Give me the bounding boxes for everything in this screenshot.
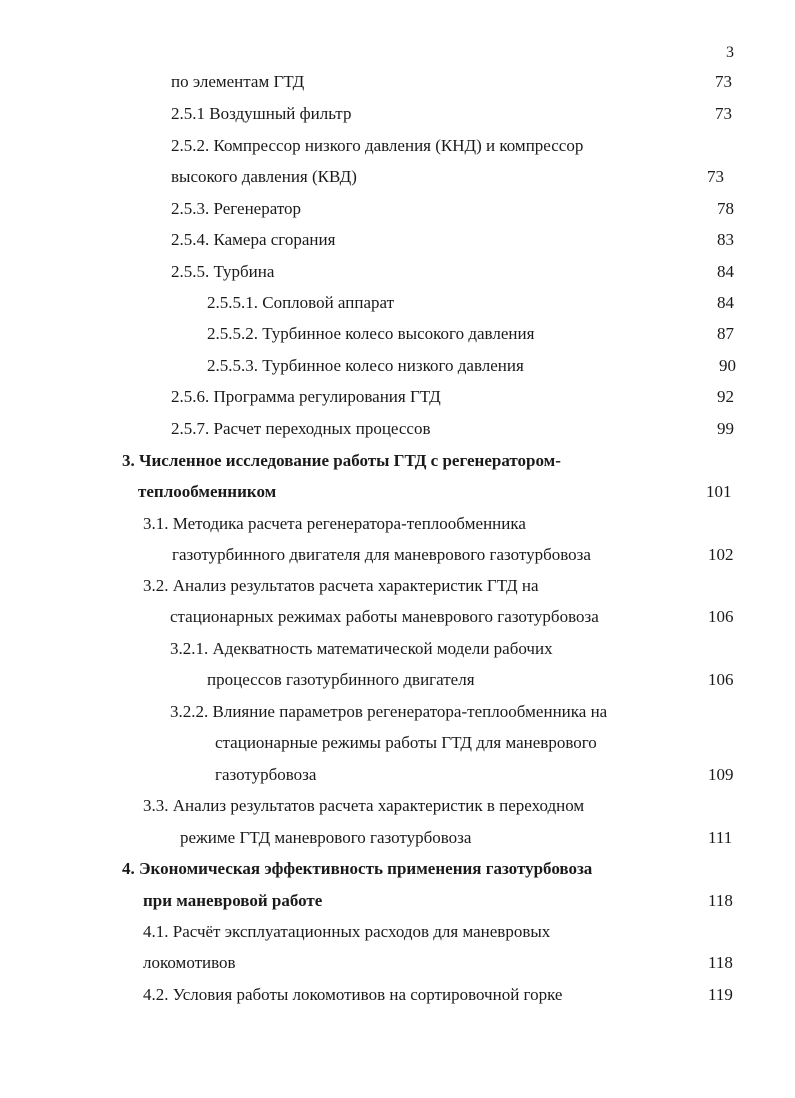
toc-entry-text: 4. Экономическая эффективность применения газотурбовоза xyxy=(122,859,593,878)
toc-entry-page: 111 xyxy=(708,828,733,847)
toc-entry-page: 99 xyxy=(717,419,734,438)
toc-entry-page: 73 xyxy=(715,104,732,123)
toc-entry-page: 83 xyxy=(717,230,734,249)
toc-entry-text: 3.2.1. Адекватность математической модели рабочих xyxy=(170,639,553,658)
toc-entry-page: 73 xyxy=(715,72,732,91)
toc-entry-text: газотурбинного двигателя для маневрового газотурбовоза xyxy=(172,545,591,564)
toc-entry-text: при маневровой работе xyxy=(143,891,323,910)
toc-entry-text: 2.5.5.3. Турбинное колесо низкого давления xyxy=(207,356,524,375)
toc-entry-text: 4.2. Условия работы локомотивов на сортировочной горке xyxy=(143,985,563,1004)
toc-entry-text: 3.3. Анализ результатов расчета характеристик в переходном xyxy=(143,796,585,815)
toc-entry-text: высокого давления (КВД) xyxy=(171,167,357,186)
toc-entry-text: 2.5.5. Турбина xyxy=(171,262,275,281)
toc-entry-text: стационарные режимы работы ГТД для маневрового xyxy=(215,733,597,752)
toc-entry-text: 4.1. Расчёт эксплуатационных расходов для маневровых xyxy=(143,922,551,941)
toc-entry-page: 73 xyxy=(707,167,724,186)
toc-entry-text: 3.2.2. Влияние параметров регенератора-теплообменника на xyxy=(170,702,608,721)
toc-entry-text: 2.5.2. Компрессор низкого давления (КНД) и компрессор xyxy=(171,136,584,155)
toc-entry-page: 101 xyxy=(706,482,732,501)
toc-entry-page: 102 xyxy=(708,545,734,564)
toc-entry-text: 2.5.4. Камера сгорания xyxy=(171,230,336,249)
toc-entry-text: 2.5.5.1. Сопловой аппарат xyxy=(207,293,395,312)
toc-entry-text: 3.1. Методика расчета регенератора-теплообменника xyxy=(143,514,526,533)
toc-entry-page: 92 xyxy=(717,387,734,406)
toc-entry-text: 3. Численное исследование работы ГТД с регенератором- xyxy=(122,451,561,470)
toc-entry-page: 106 xyxy=(708,607,734,626)
toc-entry-text: локомотивов xyxy=(143,953,236,972)
toc-entry-text: 2.5.6. Программа регулирования ГТД xyxy=(171,387,441,406)
toc-entry-page: 106 xyxy=(708,670,734,689)
toc-entry-page: 84 xyxy=(717,293,734,312)
toc-entry-text: по элементам ГТД xyxy=(171,72,305,91)
toc-entry-text: 2.5.3. Регенератор xyxy=(171,199,302,218)
toc-entry-text: 2.5.7. Расчет переходных процессов xyxy=(171,419,431,438)
toc-entry-page: 78 xyxy=(717,199,734,218)
page-number: 3 xyxy=(726,44,734,61)
toc-entry-text: теплообменником xyxy=(138,482,277,501)
toc-entry-text: газотурбовоза xyxy=(215,765,317,784)
toc-entry-text: процессов газотурбинного двигателя xyxy=(207,670,475,689)
toc-entry-page: 118 xyxy=(708,891,733,910)
toc-entry-text: стационарных режимах работы маневрового газотурбовоза xyxy=(170,607,599,626)
toc-entry-text: 2.5.1 Воздушный фильтр xyxy=(171,104,352,123)
toc-entry-page: 119 xyxy=(708,985,733,1004)
toc-entry-page: 109 xyxy=(708,765,734,784)
toc-entry-page: 87 xyxy=(717,324,734,343)
toc-entry-page: 118 xyxy=(708,953,733,972)
toc-entry-text: 3.2. Анализ результатов расчета характеристик ГТД на xyxy=(143,576,539,595)
toc-entry-page: 84 xyxy=(717,262,734,281)
toc-entry-text: режиме ГТД маневрового газотурбовоза xyxy=(180,828,472,847)
toc-entry-page: 90 xyxy=(719,356,736,375)
toc-entry-text: 2.5.5.2. Турбинное колесо высокого давления xyxy=(207,324,535,343)
